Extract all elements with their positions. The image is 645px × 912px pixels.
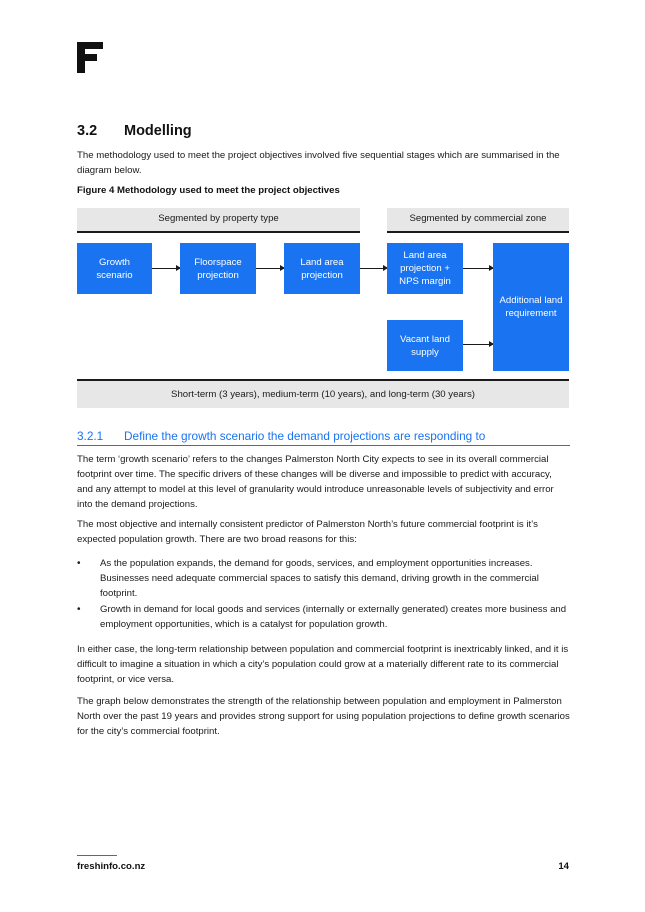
arrow-vacant-to-additional (463, 344, 493, 345)
arrow-floorspace-to-land-area (256, 268, 284, 269)
footer-rule (77, 855, 117, 856)
subsection-number: 3.2.1 (77, 429, 104, 443)
list-item: • As the population expands, the demand for goods, services, and employment opportunities increases. Businesses need adequate commercial spaces to satisfy this demand, driving growth in the commercial footprint. (77, 556, 570, 601)
segment-commercial-band: Segmented by commercial zone (387, 208, 569, 232)
vacant-land-supply-box: Vacant land supply (387, 320, 463, 371)
reasons-list (77, 556, 570, 633)
floorspace-projection-box: Floorspace projection (180, 243, 256, 294)
section-intro: The methodology used to meet the project objectives involved five sequential stages which are summarised in the diagram below. (77, 150, 560, 176)
methodology-diagram (77, 208, 569, 408)
land-area-nps-box: Land area projection + NPS margin (387, 243, 463, 294)
section-title: Modelling (124, 123, 192, 139)
arrow-land-area-to-nps (360, 268, 387, 269)
segment-commercial-rule (387, 231, 569, 233)
subsection-heading (77, 429, 570, 446)
footer-site-link[interactable]: freshinfo.co.nz (77, 861, 146, 872)
paragraph-growth-scenario-definition: The term ‘growth scenario’ refers to the changes Palmerston North City expects to see in its overall commercial footprint over time. The specific drivers of these changes will be diverse and impossible to predict with accuracy, and any attempt to model at this level of granularity would introduce unreasonable levels of subjectivity and error into the demand projections. (77, 454, 554, 510)
subsection-title: Define the growth scenario the demand projections are responding to (124, 429, 486, 443)
additional-land-requirement-box: Additional land requirement (493, 243, 569, 371)
timeframe-band: Short-term (3 years), medium-term (10 years), and long-term (30 years) (77, 381, 569, 408)
list-item: • Growth in demand for local goods and services (internally or externally generated) creates more business and employment opportunities, which is a catalyst for population growth. (77, 602, 570, 632)
section-heading (77, 123, 192, 139)
segment-property-rule (77, 231, 360, 233)
fresh-f-logo-icon (77, 42, 103, 73)
land-area-projection-box: Land area projection (284, 243, 360, 294)
growth-scenario-box: Growth scenario (77, 243, 152, 294)
paragraph-relationship: In either case, the long-term relationship between population and commercial footprint is inextricably linked, and it is difficult to imagine a situation in which a city’s population could grow at a materially different rate to its commercial footprint, or vice versa. (77, 644, 569, 685)
paragraph-graph-intro: The graph below demonstrates the strength of the relationship between population and employment in Palmerston North over the past 19 years and provides strong support for using population projections to define growth scenarios for the city’s commercial footprint. (77, 696, 570, 737)
arrow-growth-to-floorspace (152, 268, 180, 269)
segment-property-band: Segmented by property type (77, 208, 360, 232)
page-number: 14 (558, 861, 569, 872)
arrow-nps-to-additional (463, 268, 493, 269)
section-number: 3.2 (77, 123, 98, 139)
figure-caption: Figure 4 Methodology used to meet the project objectives (77, 185, 340, 196)
paragraph-predictor: The most objective and internally consistent predictor of Palmerston North’s future commercial footprint is it’s expected population growth. There are two broad reasons for this: (77, 519, 538, 545)
